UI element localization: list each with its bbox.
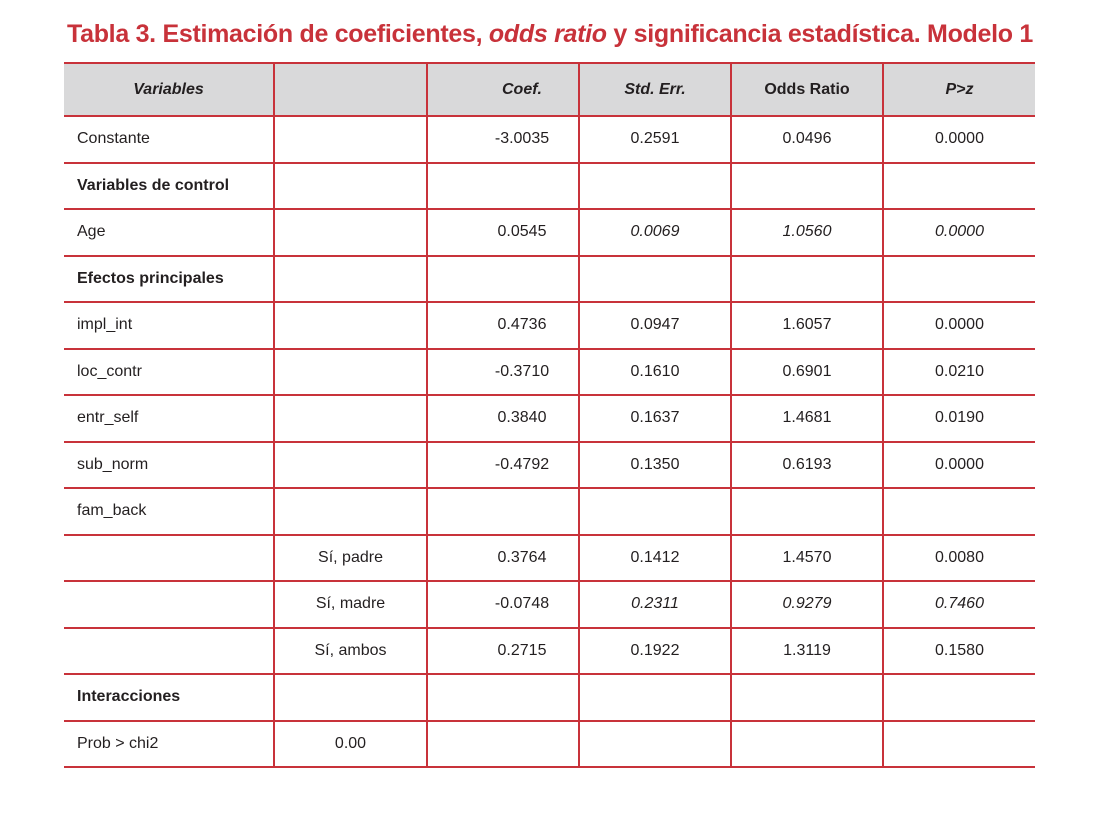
cell-std-err: 0.1637 [579,395,731,442]
table-body [64,116,1035,767]
cell-odds-ratio: 0.0496 [731,116,883,163]
cell-pz: 0.0000 [883,116,1035,163]
cell-pz [883,163,1035,210]
table-row [64,349,1035,396]
header-std-err: Std. Err. [579,63,731,116]
header-blank [274,63,427,116]
coefficients-table [64,62,1035,768]
table-row [64,116,1035,163]
cell-pz: 0.0000 [883,442,1035,489]
header-pz: P>z [883,63,1035,116]
cell-coef: -3.0035 [427,116,579,163]
cell-pz: 0.0080 [883,535,1035,582]
cell-std-err [579,163,731,210]
row-sublabel: Sí, padre [274,535,427,582]
cell-coef: 0.4736 [427,302,579,349]
row-label: loc_contr [64,349,274,396]
cell-coef [427,721,579,768]
header-row [64,63,1035,116]
row-sublabel: 0.00 [274,721,427,768]
cell-std-err: 0.1412 [579,535,731,582]
cell-coef: 0.0545 [427,209,579,256]
table-row [64,721,1035,768]
section-heading: Variables de control [64,163,274,210]
table-row [64,535,1035,582]
row-label: Constante [64,116,274,163]
cell-odds-ratio: 1.6057 [731,302,883,349]
row-sublabel: Sí, ambos [274,628,427,675]
cell-pz: 0.0210 [883,349,1035,396]
cell-odds-ratio: 0.9279 [731,581,883,628]
table-header [64,63,1035,116]
cell-odds-ratio [731,256,883,303]
cell-coef [427,674,579,721]
cell-odds-ratio: 1.0560 [731,209,883,256]
cell-pz: 0.0190 [883,395,1035,442]
row-label: Prob > chi2 [64,721,274,768]
section-heading: Efectos principales [64,256,274,303]
table-title [0,20,1100,49]
cell-std-err [579,256,731,303]
table-row [64,209,1035,256]
cell-coef [427,488,579,535]
cell-std-err: 0.2311 [579,581,731,628]
row-label: entr_self [64,395,274,442]
cell-pz: 0.7460 [883,581,1035,628]
cell-coef: 0.3764 [427,535,579,582]
row-label: Age [64,209,274,256]
row-label [64,628,274,675]
cell-pz: 0.0000 [883,302,1035,349]
cell-coef [427,163,579,210]
cell-pz: 0.1580 [883,628,1035,675]
table-row [64,256,1035,303]
title-prefix: Tabla 3. Estimación de coeficientes, [66,20,489,48]
cell-coef: 0.3840 [427,395,579,442]
cell-odds-ratio [731,674,883,721]
table-row [64,488,1035,535]
cell-odds-ratio: 1.4570 [731,535,883,582]
header-variables: Variables [64,63,274,116]
row-sublabel [274,163,427,210]
row-sublabel [274,395,427,442]
row-label: sub_norm [64,442,274,489]
row-sublabel [274,349,427,396]
row-sublabel [274,302,427,349]
header-coef: Coef. [427,63,579,116]
cell-odds-ratio: 1.4681 [731,395,883,442]
cell-std-err [579,674,731,721]
header-odds-ratio: Odds Ratio [731,63,883,116]
table-row [64,581,1035,628]
table-row [64,674,1035,721]
row-label: impl_int [64,302,274,349]
table-row [64,163,1035,210]
cell-odds-ratio [731,488,883,535]
row-sublabel: Sí, madre [274,581,427,628]
cell-pz [883,488,1035,535]
cell-coef: -0.4792 [427,442,579,489]
cell-std-err: 0.1350 [579,442,731,489]
table-row [64,302,1035,349]
row-sublabel [274,488,427,535]
cell-pz: 0.0000 [883,209,1035,256]
cell-coef [427,256,579,303]
cell-std-err [579,721,731,768]
cell-std-err: 0.2591 [579,116,731,163]
section-heading: Interacciones [64,674,274,721]
table-row [64,395,1035,442]
cell-odds-ratio: 0.6193 [731,442,883,489]
cell-pz [883,721,1035,768]
row-sublabel [274,442,427,489]
cell-std-err: 0.1610 [579,349,731,396]
cell-coef: -0.0748 [427,581,579,628]
row-label [64,581,274,628]
cell-std-err: 0.1922 [579,628,731,675]
title-italic: odds ratio [488,20,607,48]
cell-odds-ratio [731,721,883,768]
row-label: fam_back [64,488,274,535]
cell-pz [883,256,1035,303]
row-sublabel [274,256,427,303]
cell-std-err: 0.0947 [579,302,731,349]
row-sublabel [274,674,427,721]
row-sublabel [274,209,427,256]
table-row [64,442,1035,489]
title-suffix: y significancia estadística. Modelo 1 [606,20,1033,48]
cell-pz [883,674,1035,721]
cell-odds-ratio: 0.6901 [731,349,883,396]
table-row [64,628,1035,675]
cell-odds-ratio [731,163,883,210]
row-label [64,535,274,582]
row-sublabel [274,116,427,163]
cell-odds-ratio: 1.3119 [731,628,883,675]
cell-std-err [579,488,731,535]
cell-coef: -0.3710 [427,349,579,396]
cell-std-err: 0.0069 [579,209,731,256]
cell-coef: 0.2715 [427,628,579,675]
